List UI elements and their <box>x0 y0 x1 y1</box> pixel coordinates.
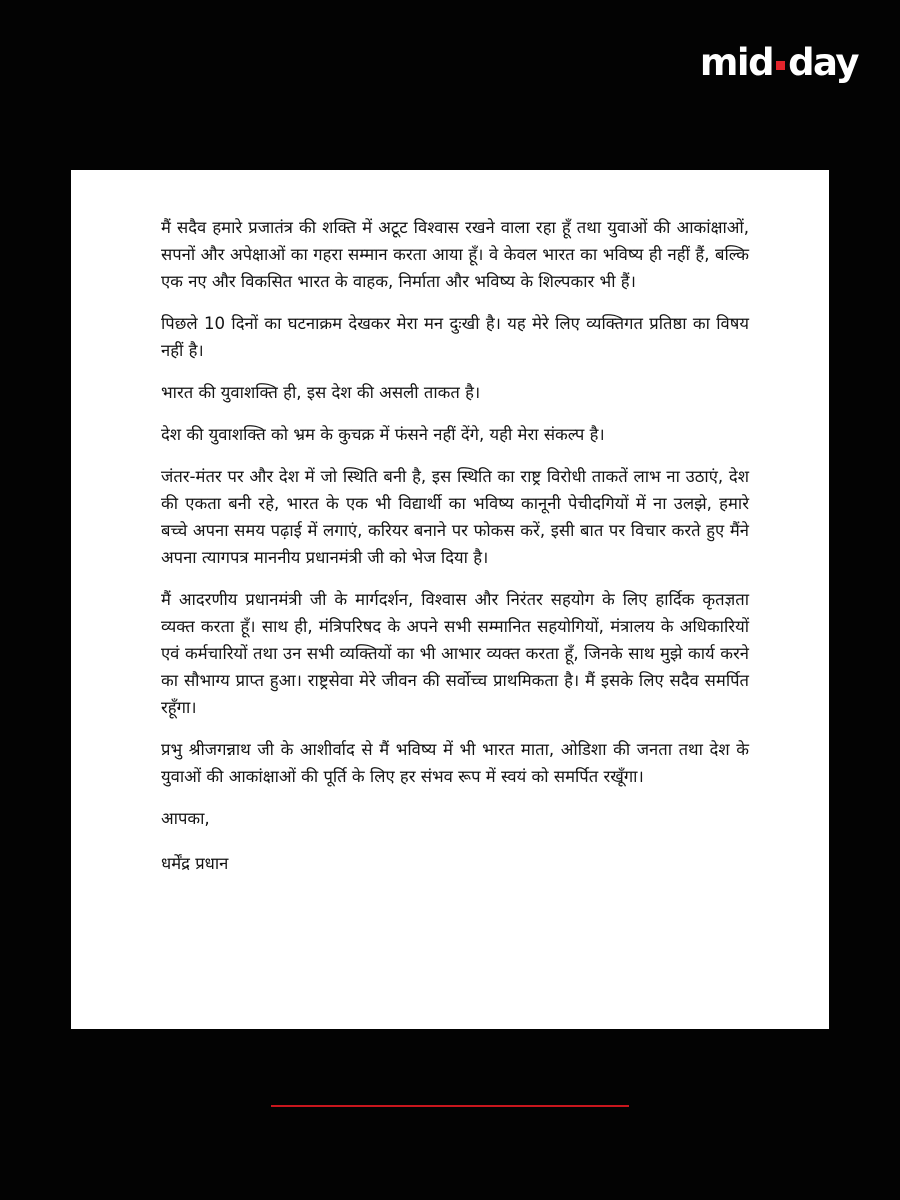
paragraph-resolve: देश की युवाशक्ति को भ्रम के कुचक्र में फंसने नहीं देंगे, यही मेरा संकल्प है। <box>161 425 605 444</box>
letter-signature: धर्मेंद्र प्रधान <box>161 854 229 873</box>
letter-signoff: आपका, <box>161 809 210 828</box>
paragraph-blessings: प्रभु श्रीजगन्नाथ जी के आशीर्वाद से मैं भविष्य में भी भारत माता, ओडिशा की जनता तथा देश के युवाओं की आकांक्षाओं की पूर्ति के लिए हर संभव रूप में स्वयं को समर्पित रखूँगा। <box>161 740 749 786</box>
footer-red-divider <box>271 1105 629 1107</box>
midday-logo <box>699 41 858 84</box>
paragraph-recent-events: पिछले 10 दिनों का घटनाक्रम देखकर मेरा मन दुःखी है। यह मेरे लिए व्यक्तिगत प्रतिष्ठा का विषय नहीं है। <box>161 314 749 360</box>
logo-red-dot <box>776 61 785 70</box>
paragraph-gratitude: मैं आदरणीय प्रधानमंत्री जी के मार्गदर्शन, विश्वास और निरंतर सहयोग के लिए हार्दिक कृतज्ञता व्यक्त करता हूँ। साथ ही, मंत्रिपरिषद के अपने सभी सम्मानित सहयोगियों, मंत्रालय के अधिकारियों एवं कर्मचारियों तथा उन सभी व्यक्तियों का भी आभार व्यक्त करता हूँ, जिनके साथ मुझे कार्य करने का सौभाग्य प्राप्त हुआ। राष्ट्रसेवा मेरे जीवन की सर्वोच्च प्राथमिकता है। मैं इसके लिए सदैव समर्पित रहूँगा। <box>161 590 749 717</box>
logo-text-left: mid <box>699 41 774 84</box>
paragraph-resignation: जंतर-मंतर पर और देश में जो स्थिति बनी है, इस स्थिति का राष्ट्र विरोधी ताकतें लाभ ना उठाएं, देश की एकता बनी रहे, भारत के एक भी विद्यार्थी का भविष्य कानूनी पेचीदगियों में ना उलझे, हमारे बच्चे अपना समय पढ़ाई में लगाएं, करियर बनाने पर फोकस करें, इसी बात पर विचार करते हुए मैंने अपना त्यागपत्र माननीय प्रधानमंत्री जी को भेज दिया है। <box>161 467 749 567</box>
logo-text-right: day <box>788 41 858 84</box>
paragraph-youth-strength: भारत की युवाशक्ति ही, इस देश की असली ताकत है। <box>161 383 481 402</box>
letter-page <box>71 170 829 1029</box>
paragraph-democracy-youth: मैं सदैव हमारे प्रजातंत्र की शक्ति में अटूट विश्वास रखने वाला रहा हूँ तथा युवाओं की आकांक्षाओं, सपनों और अपेक्षाओं का गहरा सम्मान करता आया हूँ। वे केवल भारत का भविष्य ही नहीं हैं, बल्कि एक नए और विकसित भारत के वाहक, निर्माता और भविष्य के शिल्पकार भी हैं। <box>161 218 749 291</box>
